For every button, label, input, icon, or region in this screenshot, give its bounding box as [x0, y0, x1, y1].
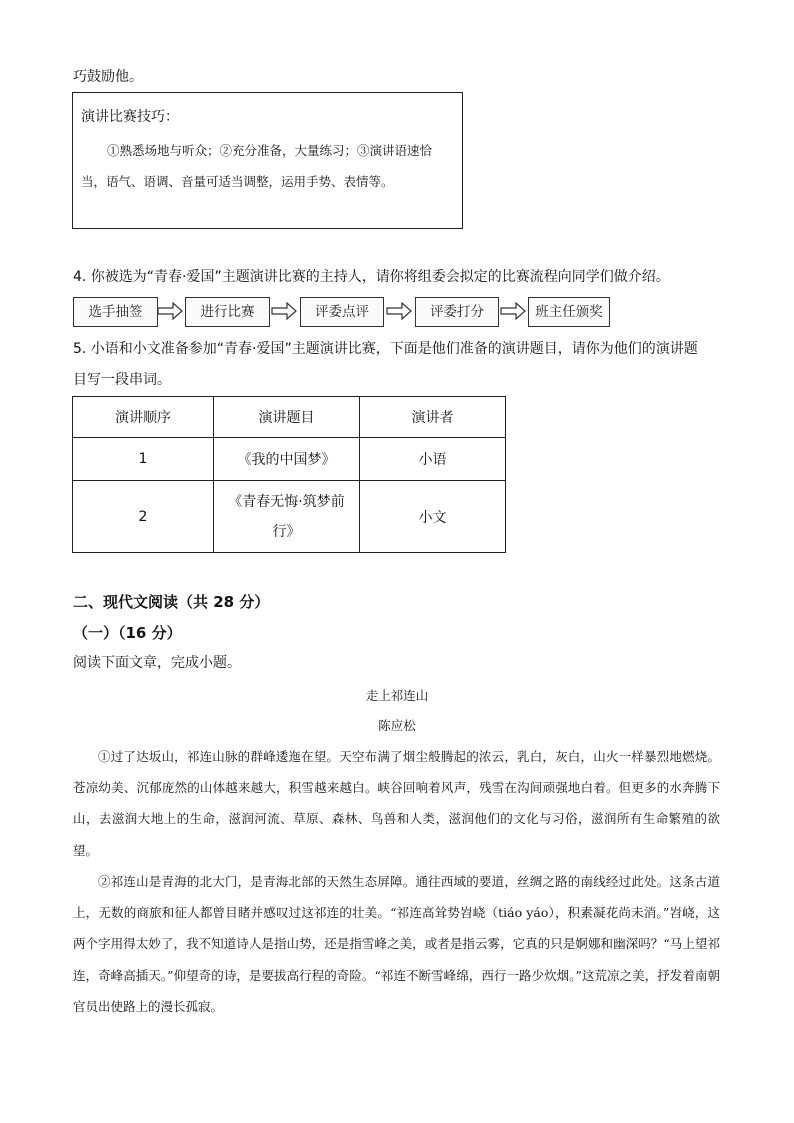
table-cell-speaker: 小语	[360, 438, 506, 481]
article-paragraph-1	[73, 741, 720, 866]
article-author: 陈应松	[378, 718, 416, 733]
flow-arrow-icon	[386, 302, 412, 320]
table-row	[73, 438, 506, 481]
table-row	[73, 481, 506, 553]
table-header: 演讲者	[360, 397, 506, 438]
top-line: 巧鼓励他。	[73, 69, 143, 85]
article-paragraph-2	[73, 866, 720, 1022]
table-cell-speaker: 小文	[360, 481, 506, 553]
flow-step-4: 评委打分	[415, 297, 499, 327]
table-cell-title-line-2: 行》	[272, 523, 301, 540]
table-header: 演讲题目	[214, 397, 360, 438]
table-cell-title-line-1: 《青春无悔·筑梦前	[228, 493, 345, 510]
flow-step-3: 评委点评	[300, 297, 384, 327]
tips-body	[81, 135, 449, 197]
table-cell-title: 《我的中国梦》	[214, 438, 360, 481]
speech-table	[72, 396, 506, 553]
table-header: 演讲顺序	[73, 397, 214, 438]
flow-step-5: 班主任颁奖	[528, 297, 610, 327]
question-5-line-2: 目写一段串词。	[73, 372, 171, 388]
table-cell-order: 1	[73, 438, 214, 481]
paragraph-1-text: ①过了达坂山，祁连山脉的群峰逶迤在望。天空布满了烟尘般腾起的浓云，乳白，灰白，山火一样暴烈地燃烧。苍凉幼美、沉郁庞然的山体越来越大，积雪越来越白。峡谷回响着风声，残雪在沟间顽强地白着。但更多的水奔腾下山，去滋润大地上的生命，滋润河流、草原、森林、鸟兽和人类，滋润他们的文化与习俗，滋润所有生命繁殖的欲望。	[73, 749, 720, 858]
table-header-row	[73, 397, 506, 438]
paragraph-2-text: ②祁连山是青海的北大门，是青海北部的天然生态屏障。通往西域的要道，丝绸之路的南线经过此处。这条古道上，无数的商旅和征人都曾目睹并感叹过这祁连的壮美。“祁连高耸势岧峣（tiáo yáo），积素凝花尚未消。”岧峣，这两个字用得太妙了，我不知道诗人是指山势，还是指雪峰之美，或者是指云雾，它真的只是婀娜和幽深吗？“马上望祁连，奇峰高插天。”仰望奇的诗，是要拔高行程的奇险。“祁连不断雪峰绵，西行一路少炊烟。”这荒凉之美，抒发着南朝官员出使路上的漫长孤寂。	[73, 874, 720, 1014]
tips-box	[72, 92, 463, 229]
table-cell-order: 2	[73, 481, 214, 553]
flow-step-2: 进行比赛	[185, 297, 270, 327]
flow-arrow-icon	[500, 302, 526, 320]
flow-arrow-icon	[157, 302, 183, 320]
flow-step-1: 选手抽签	[73, 297, 158, 327]
table-cell-title	[214, 481, 360, 553]
question-4: 4. 你被选为“青春·爱国”主题演讲比赛的主持人，请你将组委会拟定的比赛流程向同学们做介绍。	[73, 269, 670, 285]
section-heading: 二、现代文阅读（共 28 分）	[73, 593, 270, 611]
instruction: 阅读下面文章，完成小题。	[73, 655, 241, 671]
article-title: 走上祁连山	[365, 688, 429, 703]
subsection-heading: （一）（16 分）	[73, 624, 182, 642]
tips-body-text: ①熟悉场地与听众；②充分准备，大量练习；③演讲语速恰当，语气、语调、音量可适当调整，运用手势、表情等。	[81, 143, 433, 189]
tips-title: 演讲比赛技巧：	[81, 109, 179, 125]
question-5-line-1: 5. 小语和小文准备参加“青春·爱国”主题演讲比赛，下面是他们准备的演讲题目，请你为他们的演讲题	[73, 341, 698, 357]
flow-arrow-icon	[271, 302, 297, 320]
